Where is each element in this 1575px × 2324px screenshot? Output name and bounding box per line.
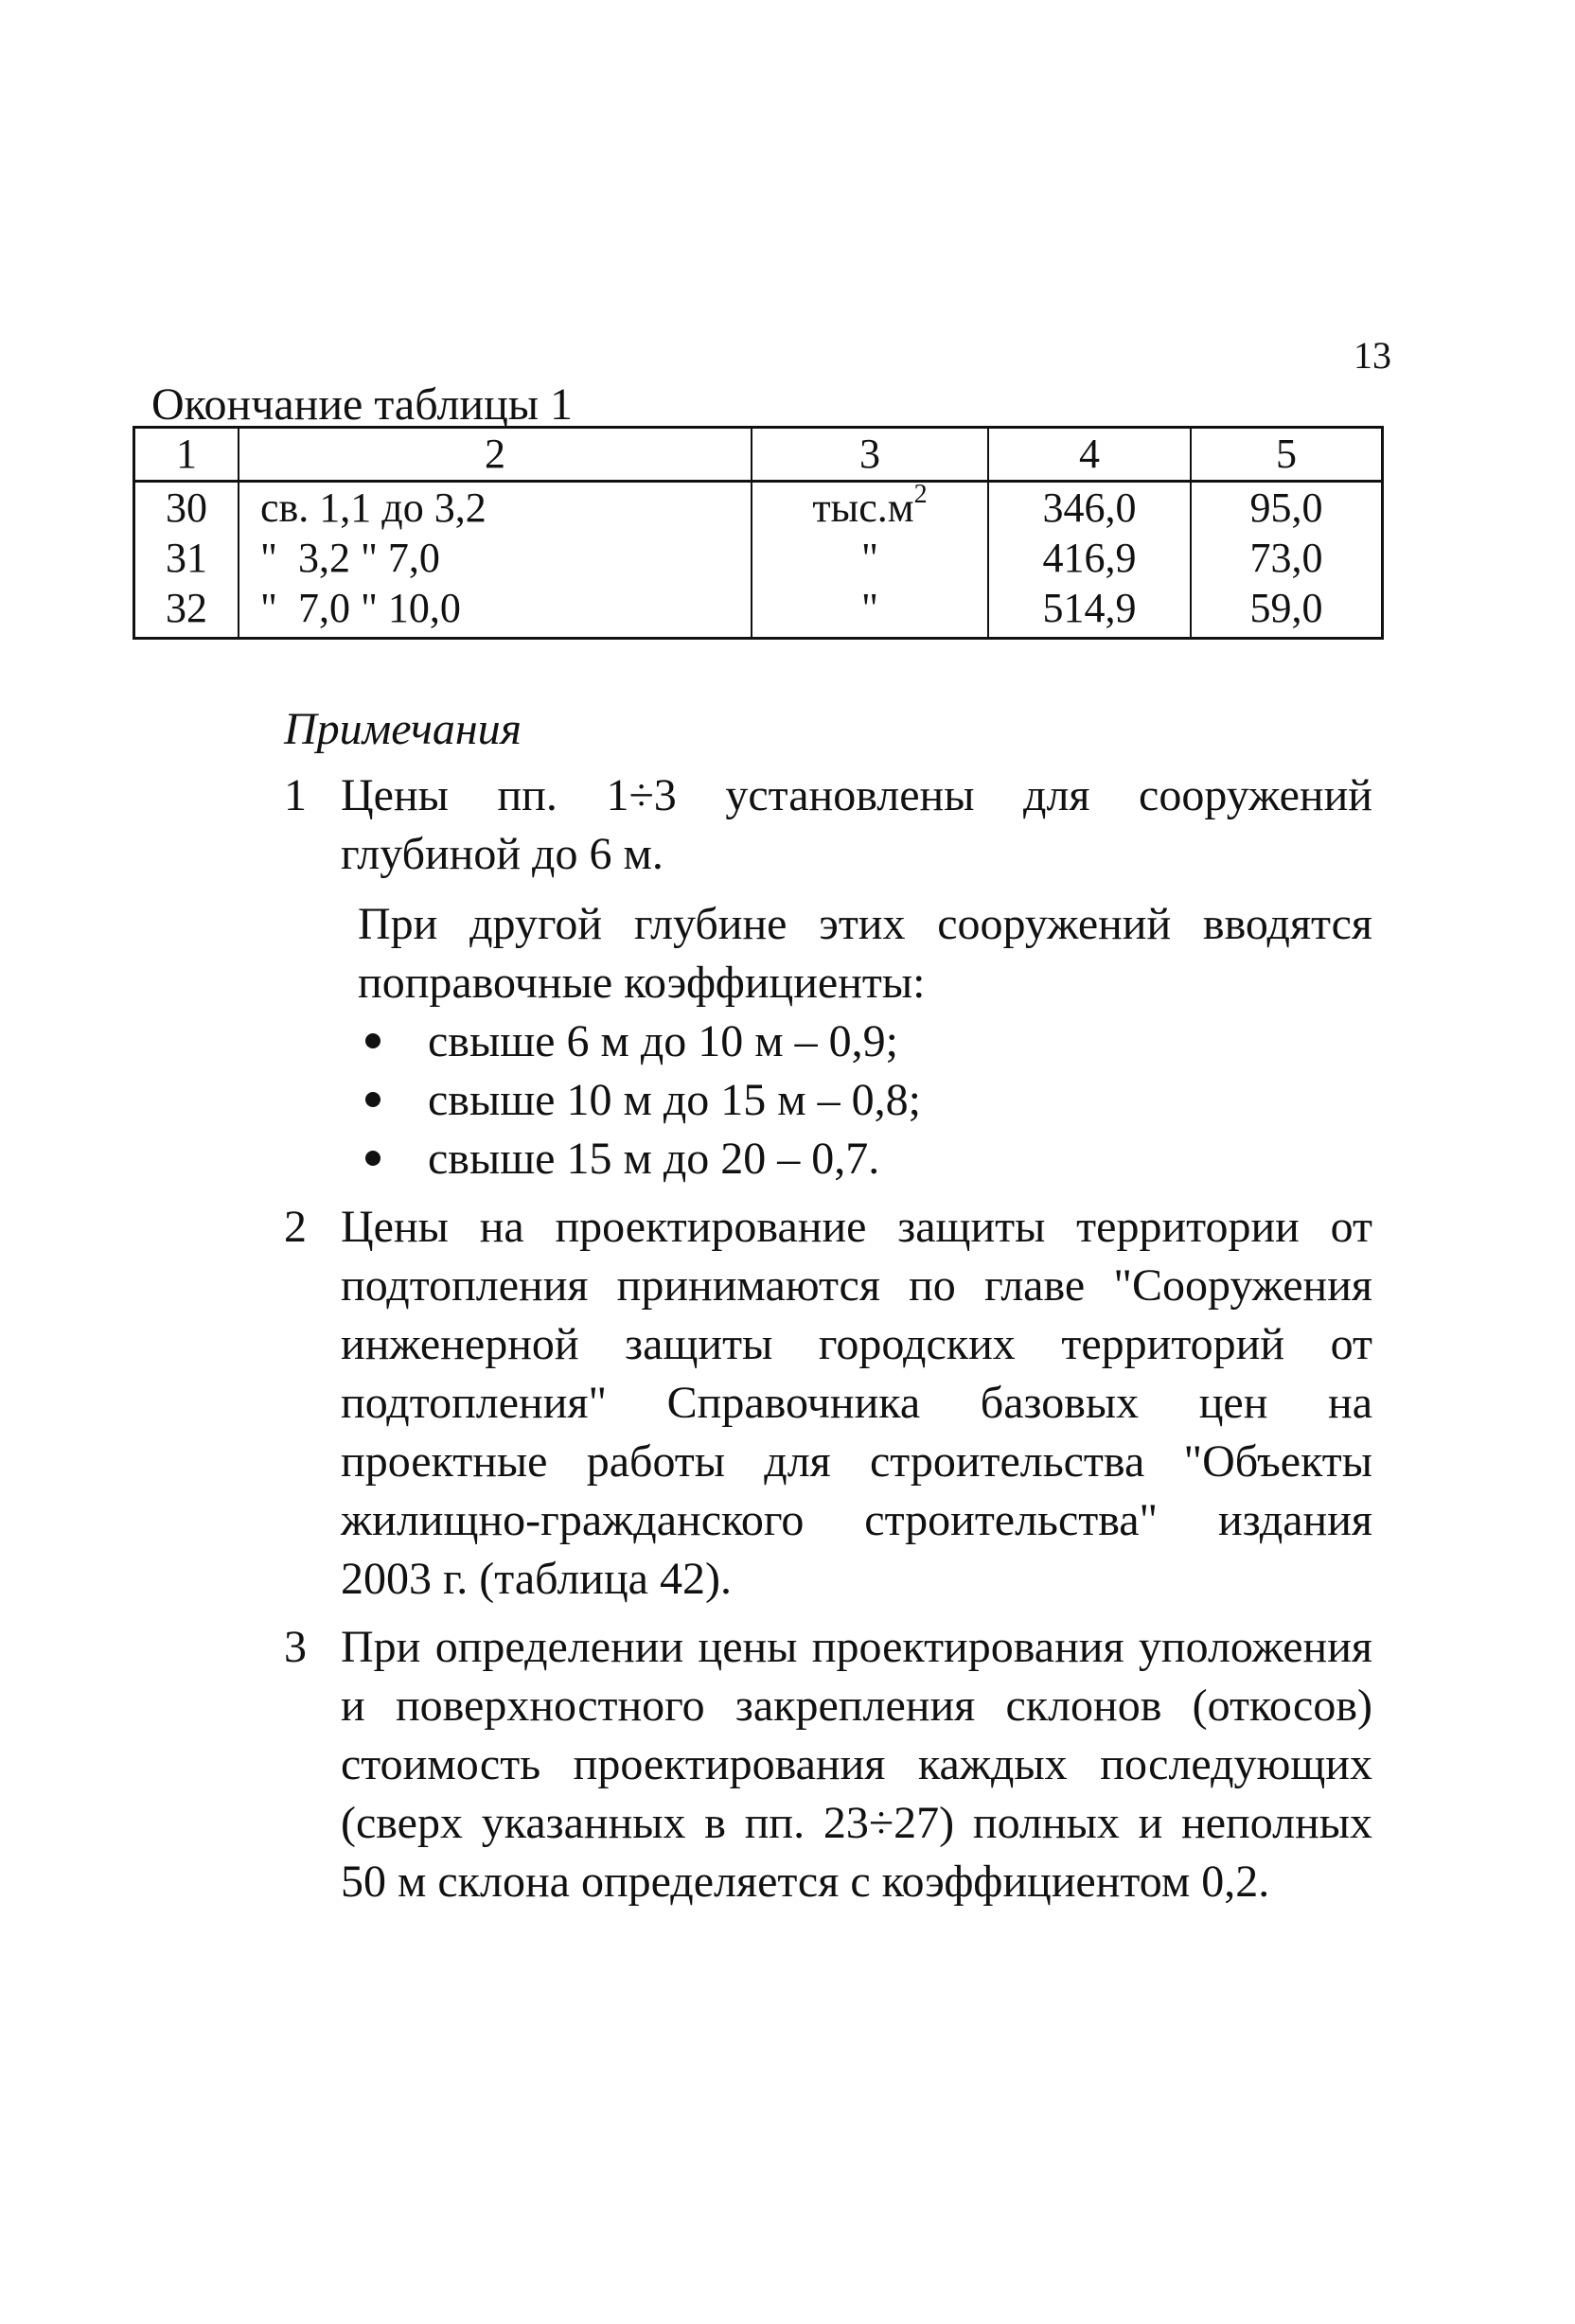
coefficient-list xyxy=(341,1012,1372,1188)
list-item xyxy=(358,1071,1372,1130)
column-header: 1 xyxy=(134,428,239,482)
column-header: 2 xyxy=(239,428,752,482)
price-cell: 346,0 xyxy=(988,482,1191,534)
note-number: 1 xyxy=(284,770,307,820)
row-number-cell: 30 xyxy=(134,482,239,534)
table-row xyxy=(134,533,1383,583)
price-table-container xyxy=(133,426,1371,640)
unit-cell xyxy=(752,533,988,583)
table-header-row xyxy=(134,428,1383,482)
unit-text: " xyxy=(861,534,878,581)
column-header: 5 xyxy=(1191,428,1383,482)
note-item xyxy=(284,766,1372,1188)
unit-cell xyxy=(752,479,988,534)
price-cell: 416,9 xyxy=(988,533,1191,583)
list-item-text: свыше 15 м до 20 – 0,7. xyxy=(428,1134,880,1184)
note-number: 2 xyxy=(284,1202,307,1252)
note-item xyxy=(284,1198,1372,1609)
price-table xyxy=(133,426,1384,640)
bullet-icon xyxy=(365,1033,380,1048)
row-number-cell: 31 xyxy=(134,533,239,583)
unit-text: тыс.м xyxy=(812,484,914,531)
description-cell: " 7,0 " 10,0 xyxy=(239,583,752,639)
percent-cell: 59,0 xyxy=(1191,583,1383,639)
note-item xyxy=(284,1618,1372,1911)
column-header: 4 xyxy=(988,428,1191,482)
list-item xyxy=(358,1130,1372,1188)
description-cell: " 3,2 " 7,0 xyxy=(239,533,752,583)
unit-superscript: 2 xyxy=(913,479,928,509)
list-item xyxy=(358,1012,1372,1071)
table-row xyxy=(134,482,1383,534)
table-row xyxy=(134,583,1383,639)
table-caption: Окончание таблицы 1 xyxy=(151,379,574,430)
page-number: 13 xyxy=(1354,334,1391,377)
bullet-icon xyxy=(365,1092,380,1107)
unit-text: " xyxy=(861,584,878,631)
note-text: При определении цены проектирования уположения и поверхностного закрепления склонов (откосов) стоимость проектирования каждых последующих (сверх указанных в пп. 23÷27) полных и неполных 50 м склона определяется с коэффициентом 0,2. xyxy=(341,1622,1372,1907)
list-item-text: свыше 10 м до 15 м – 0,8; xyxy=(428,1075,921,1125)
notes-section xyxy=(284,700,1372,1913)
column-header: 3 xyxy=(752,428,988,482)
percent-cell: 95,0 xyxy=(1191,482,1383,534)
percent-cell: 73,0 xyxy=(1191,533,1383,583)
notes-title: Примечания xyxy=(284,704,522,754)
note-number: 3 xyxy=(284,1622,307,1672)
price-cell: 514,9 xyxy=(988,583,1191,639)
bullet-icon xyxy=(365,1151,380,1166)
description-cell: св. 1,1 до 3,2 xyxy=(239,482,752,534)
list-item-text: свыше 6 м до 10 м – 0,9; xyxy=(428,1016,898,1066)
unit-cell xyxy=(752,583,988,639)
note-text: Цены на проектирование защиты территории от подтопления принимаются по главе "Сооружения инженерной защиты городских территорий от подтопления" Справочника базовых цен на проектные работы для строительства "Объекты жилищно-гражданского строительства" издания 2003 г. (таблица 42). xyxy=(341,1202,1372,1604)
note-paragraph: При другой глубине этих сооружений вводятся поправочные коэффициенты: xyxy=(358,899,1372,1008)
row-number-cell: 32 xyxy=(134,583,239,639)
note-text: Цены пп. 1÷3 установлены для сооружений глубиной до 6 м. xyxy=(341,770,1372,879)
